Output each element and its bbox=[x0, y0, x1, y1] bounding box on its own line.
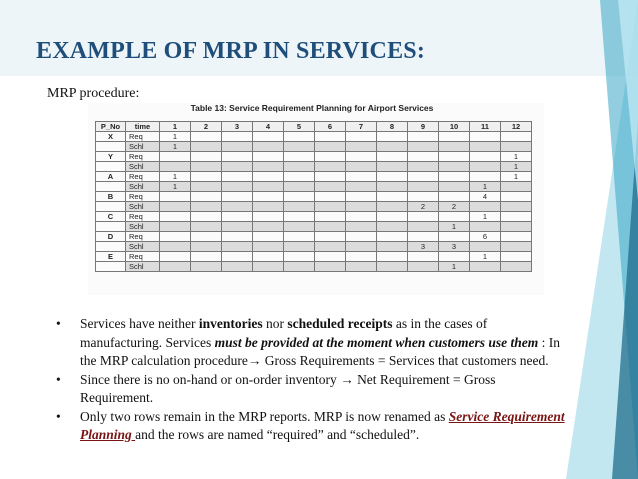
period-cell bbox=[284, 182, 315, 192]
period-cell: 3 bbox=[439, 242, 470, 252]
table-row bbox=[96, 142, 532, 152]
period-cell bbox=[222, 232, 253, 242]
period-cell: 1 bbox=[470, 212, 501, 222]
period-cell bbox=[408, 172, 439, 182]
table-row bbox=[96, 242, 532, 252]
bullet-text: Net Requirement = Gross Requirement. bbox=[80, 371, 496, 405]
period-cell bbox=[470, 152, 501, 162]
period-cell bbox=[160, 232, 191, 242]
period-cell bbox=[222, 262, 253, 272]
period-cell bbox=[315, 242, 346, 252]
period-cell bbox=[377, 202, 408, 212]
product-cell bbox=[96, 142, 126, 152]
period-cell bbox=[191, 182, 222, 192]
period-cell bbox=[191, 242, 222, 252]
period-cell bbox=[315, 232, 346, 242]
row-type-cell: Req bbox=[126, 252, 160, 262]
period-cell bbox=[470, 202, 501, 212]
period-cell bbox=[284, 132, 315, 142]
period-cell bbox=[284, 252, 315, 262]
period-cell bbox=[253, 212, 284, 222]
bullet-text: Services have neither bbox=[80, 316, 199, 331]
product-cell: E bbox=[96, 252, 126, 262]
period-cell: 2 bbox=[408, 202, 439, 212]
product-cell: C bbox=[96, 212, 126, 222]
period-cell bbox=[253, 172, 284, 182]
service-requirement-table bbox=[95, 121, 532, 272]
period-cell bbox=[191, 142, 222, 152]
row-type-cell: Req bbox=[126, 232, 160, 242]
arrow-right-icon: → bbox=[340, 371, 354, 387]
product-cell bbox=[96, 242, 126, 252]
period-cell bbox=[470, 242, 501, 252]
period-cell bbox=[346, 172, 377, 182]
period-cell bbox=[439, 232, 470, 242]
period-cell bbox=[408, 212, 439, 222]
row-type-cell: Schl bbox=[126, 142, 160, 152]
period-cell bbox=[439, 132, 470, 142]
period-cell bbox=[284, 172, 315, 182]
period-cell: 1 bbox=[501, 152, 532, 162]
table-image bbox=[88, 103, 544, 295]
period-cell bbox=[501, 252, 532, 262]
row-type-cell: Schl bbox=[126, 262, 160, 272]
table-header-cell: 7 bbox=[346, 122, 377, 132]
period-cell bbox=[315, 262, 346, 272]
period-cell bbox=[222, 172, 253, 182]
period-cell bbox=[160, 222, 191, 232]
period-cell bbox=[191, 212, 222, 222]
period-cell bbox=[160, 262, 191, 272]
period-cell bbox=[346, 202, 377, 212]
period-cell bbox=[377, 262, 408, 272]
period-cell bbox=[408, 232, 439, 242]
period-cell bbox=[191, 222, 222, 232]
bullet-item-no-inventory bbox=[50, 371, 570, 408]
period-cell bbox=[501, 192, 532, 202]
period-cell bbox=[284, 242, 315, 252]
period-cell bbox=[222, 212, 253, 222]
service-requirement-planning-text: Service Requirement Planning bbox=[80, 408, 565, 442]
period-cell bbox=[160, 242, 191, 252]
period-cell bbox=[222, 152, 253, 162]
bullet-text: Since there is no on-hand or on-order inventory bbox=[80, 371, 341, 387]
period-cell bbox=[501, 182, 532, 192]
bullet-item-two-rows bbox=[50, 408, 570, 445]
period-cell bbox=[315, 132, 346, 142]
period-cell bbox=[284, 142, 315, 152]
period-cell bbox=[253, 202, 284, 212]
period-cell bbox=[470, 262, 501, 272]
period-cell bbox=[377, 172, 408, 182]
period-cell bbox=[191, 232, 222, 242]
row-type-cell: Req bbox=[126, 212, 160, 222]
period-cell bbox=[253, 182, 284, 192]
product-cell: D bbox=[96, 232, 126, 242]
period-cell bbox=[191, 162, 222, 172]
period-cell bbox=[222, 162, 253, 172]
product-cell bbox=[96, 222, 126, 232]
period-cell: 1 bbox=[160, 132, 191, 142]
period-cell bbox=[253, 262, 284, 272]
period-cell bbox=[377, 252, 408, 262]
period-cell: 1 bbox=[439, 262, 470, 272]
period-cell bbox=[222, 202, 253, 212]
table-row bbox=[96, 202, 532, 212]
period-cell bbox=[315, 142, 346, 152]
period-cell bbox=[408, 152, 439, 162]
period-cell bbox=[222, 182, 253, 192]
period-cell bbox=[377, 152, 408, 162]
bullet-text: : In the MRP calculation procedure bbox=[80, 334, 560, 368]
period-cell bbox=[253, 242, 284, 252]
product-cell: Y bbox=[96, 152, 126, 162]
period-cell bbox=[284, 192, 315, 202]
period-cell bbox=[315, 202, 346, 212]
row-type-cell: Req bbox=[126, 152, 160, 162]
period-cell bbox=[346, 142, 377, 152]
period-cell bbox=[222, 252, 253, 262]
table-row bbox=[96, 172, 532, 182]
period-cell bbox=[315, 252, 346, 262]
period-cell bbox=[408, 192, 439, 202]
period-cell bbox=[501, 132, 532, 142]
period-cell bbox=[253, 222, 284, 232]
period-cell bbox=[315, 152, 346, 162]
period-cell bbox=[501, 142, 532, 152]
period-cell bbox=[346, 212, 377, 222]
bullet-text: nor bbox=[262, 316, 288, 331]
period-cell bbox=[439, 152, 470, 162]
table-header-cell: 9 bbox=[408, 122, 439, 132]
period-cell bbox=[284, 152, 315, 162]
period-cell bbox=[191, 252, 222, 262]
period-cell bbox=[501, 212, 532, 222]
period-cell: 3 bbox=[408, 242, 439, 252]
period-cell bbox=[346, 162, 377, 172]
table-header-cell: 8 bbox=[377, 122, 408, 132]
period-cell bbox=[346, 262, 377, 272]
period-cell bbox=[315, 182, 346, 192]
period-cell bbox=[470, 222, 501, 232]
period-cell: 1 bbox=[470, 182, 501, 192]
period-cell bbox=[160, 152, 191, 162]
period-cell bbox=[346, 152, 377, 162]
period-cell bbox=[191, 132, 222, 142]
table-header-cell: 6 bbox=[315, 122, 346, 132]
table-row bbox=[96, 162, 532, 172]
period-cell bbox=[439, 172, 470, 182]
table-row bbox=[96, 152, 532, 162]
row-type-cell: Req bbox=[126, 172, 160, 182]
period-cell bbox=[253, 152, 284, 162]
period-cell bbox=[439, 192, 470, 202]
period-cell bbox=[284, 222, 315, 232]
period-cell bbox=[470, 132, 501, 142]
period-cell bbox=[284, 162, 315, 172]
period-cell bbox=[501, 242, 532, 252]
period-cell bbox=[222, 192, 253, 202]
period-cell bbox=[253, 192, 284, 202]
table-row bbox=[96, 212, 532, 222]
product-cell: B bbox=[96, 192, 126, 202]
slide-subtitle: MRP procedure: bbox=[47, 86, 140, 101]
period-cell bbox=[346, 182, 377, 192]
period-cell: 6 bbox=[470, 232, 501, 242]
table-header-row bbox=[96, 122, 532, 132]
period-cell bbox=[439, 182, 470, 192]
period-cell bbox=[191, 192, 222, 202]
period-cell bbox=[160, 212, 191, 222]
period-cell bbox=[160, 192, 191, 202]
period-cell bbox=[191, 262, 222, 272]
period-cell bbox=[253, 142, 284, 152]
row-type-cell: Req bbox=[126, 132, 160, 142]
bullet-text: as in the cases of manufacturing. Services bbox=[80, 316, 488, 350]
period-cell bbox=[253, 232, 284, 242]
period-cell bbox=[377, 212, 408, 222]
table-header-cell: P_No bbox=[96, 122, 126, 132]
table-header-cell: 3 bbox=[222, 122, 253, 132]
period-cell bbox=[377, 182, 408, 192]
table-header-cell: 12 bbox=[501, 122, 532, 132]
period-cell: 4 bbox=[470, 192, 501, 202]
keyword-inventories: inventories bbox=[198, 316, 263, 331]
period-cell bbox=[346, 222, 377, 232]
period-cell bbox=[439, 142, 470, 152]
table-row bbox=[96, 182, 532, 192]
product-cell bbox=[96, 162, 126, 172]
period-cell bbox=[346, 252, 377, 262]
table-header-cell: 4 bbox=[253, 122, 284, 132]
period-cell bbox=[191, 202, 222, 212]
period-cell bbox=[501, 222, 532, 232]
product-cell bbox=[96, 182, 126, 192]
period-cell bbox=[222, 242, 253, 252]
period-cell bbox=[315, 192, 346, 202]
period-cell bbox=[439, 162, 470, 172]
period-cell bbox=[160, 202, 191, 212]
period-cell bbox=[470, 172, 501, 182]
slide-title: EXAMPLE OF MRP IN SERVICES: bbox=[36, 38, 426, 64]
table-header-cell: time bbox=[126, 122, 160, 132]
period-cell bbox=[377, 222, 408, 232]
product-cell: A bbox=[96, 172, 126, 182]
period-cell bbox=[408, 262, 439, 272]
period-cell bbox=[501, 202, 532, 212]
period-cell bbox=[315, 172, 346, 182]
row-type-cell: Schl bbox=[126, 182, 160, 192]
period-cell bbox=[284, 232, 315, 242]
table-header-cell: 1 bbox=[160, 122, 191, 132]
period-cell: 1 bbox=[439, 222, 470, 232]
emphasis-must-be-provided: must be provided at the moment when customers use them bbox=[214, 334, 539, 350]
period-cell bbox=[253, 132, 284, 142]
arrow-right-icon: → bbox=[247, 353, 262, 368]
period-cell bbox=[439, 212, 470, 222]
row-type-cell: Schl bbox=[126, 242, 160, 252]
row-type-cell: Req bbox=[126, 192, 160, 202]
period-cell bbox=[408, 162, 439, 172]
bullet-text: and the rows are named “required” and “scheduled”. bbox=[135, 427, 420, 442]
period-cell: 1 bbox=[470, 252, 501, 262]
period-cell bbox=[160, 252, 191, 262]
period-cell bbox=[377, 192, 408, 202]
period-cell bbox=[439, 252, 470, 262]
period-cell bbox=[160, 162, 191, 172]
period-cell bbox=[253, 252, 284, 262]
period-cell bbox=[408, 142, 439, 152]
row-type-cell: Schl bbox=[126, 222, 160, 232]
period-cell bbox=[346, 132, 377, 142]
table-caption: Table 13: Service Requirement Planning for Airport Services bbox=[190, 103, 434, 113]
period-cell bbox=[222, 142, 253, 152]
table-row bbox=[96, 252, 532, 262]
bullet-item-services bbox=[50, 315, 570, 371]
period-cell bbox=[408, 132, 439, 142]
period-cell bbox=[315, 222, 346, 232]
period-cell bbox=[191, 172, 222, 182]
period-cell bbox=[408, 182, 439, 192]
keyword-scheduled-receipts: scheduled receipts bbox=[287, 316, 393, 331]
period-cell bbox=[470, 162, 501, 172]
period-cell bbox=[284, 212, 315, 222]
bullet-text: Gross Requirements = Services that customers need. bbox=[261, 353, 549, 368]
period-cell: 2 bbox=[439, 202, 470, 212]
row-type-cell: Schl bbox=[126, 202, 160, 212]
period-cell: 1 bbox=[501, 162, 532, 172]
period-cell: 1 bbox=[160, 182, 191, 192]
period-cell bbox=[501, 262, 532, 272]
product-cell: X bbox=[96, 132, 126, 142]
period-cell bbox=[222, 222, 253, 232]
bullet-list bbox=[50, 315, 570, 445]
period-cell bbox=[315, 212, 346, 222]
period-cell bbox=[191, 152, 222, 162]
table-header-cell: 10 bbox=[439, 122, 470, 132]
period-cell bbox=[253, 162, 284, 172]
period-cell bbox=[408, 252, 439, 262]
period-cell: 1 bbox=[160, 172, 191, 182]
period-cell bbox=[377, 142, 408, 152]
period-cell bbox=[377, 242, 408, 252]
period-cell bbox=[501, 232, 532, 242]
period-cell bbox=[222, 132, 253, 142]
period-cell bbox=[346, 192, 377, 202]
period-cell bbox=[315, 162, 346, 172]
table-row bbox=[96, 222, 532, 232]
product-cell bbox=[96, 202, 126, 212]
table-row bbox=[96, 232, 532, 242]
product-cell bbox=[96, 262, 126, 272]
table-row bbox=[96, 132, 532, 142]
period-cell: 1 bbox=[160, 142, 191, 152]
period-cell bbox=[470, 142, 501, 152]
period-cell bbox=[346, 242, 377, 252]
period-cell bbox=[377, 232, 408, 242]
table-row bbox=[96, 192, 532, 202]
table-header-cell: 5 bbox=[284, 122, 315, 132]
period-cell bbox=[377, 132, 408, 142]
period-cell: 1 bbox=[501, 172, 532, 182]
period-cell bbox=[284, 202, 315, 212]
bullet-text: Only two rows remain in the MRP reports. MRP is now renamed as bbox=[80, 408, 449, 424]
period-cell bbox=[284, 262, 315, 272]
table-row bbox=[96, 262, 532, 272]
table-header-cell: 11 bbox=[470, 122, 501, 132]
period-cell bbox=[346, 232, 377, 242]
row-type-cell: Schl bbox=[126, 162, 160, 172]
period-cell bbox=[377, 162, 408, 172]
table-header-cell: 2 bbox=[191, 122, 222, 132]
period-cell bbox=[408, 222, 439, 232]
